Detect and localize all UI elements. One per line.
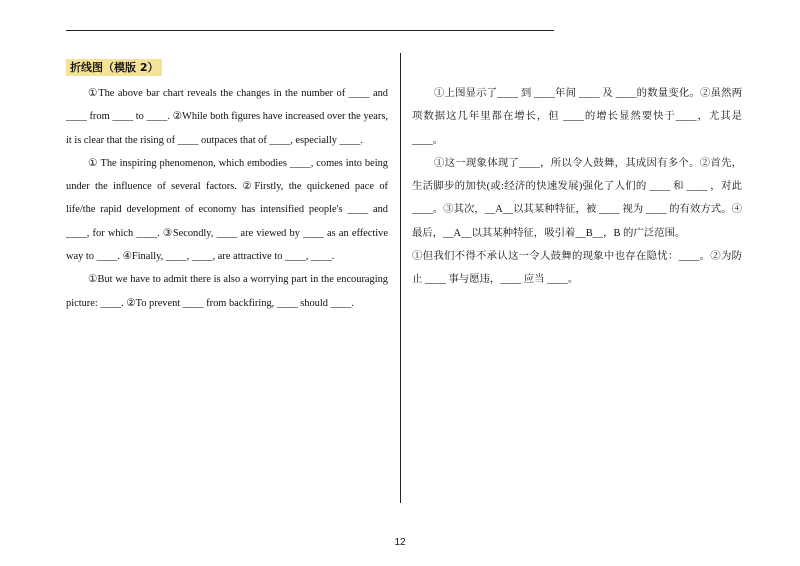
english-paragraph-2: ① The inspiring phenomenon, which embodies ____, comes into being under the influence of several factors. ②Firstly, the quickened pace of life/the rapid development of economy has intensified people's ____ and ____, for which ____. ③Secondly, ____ are viewed by ____ as an effective way to ____. ④Finally, ____, ____, are attractive to ____, ____. — [66, 157, 388, 263]
english-paragraph-3: ①But we have to admit there is also a worrying part in the encouraging picture: ____. ②To prevent ____ from backfiring, ____ should ____. — [66, 274, 388, 309]
chinese-paragraph-1: ①上图显示了____ 到 ____年间 ____ 及 ____的数量变化。②虽然两项数据这几年里都在增长，但 ____的增长显然要快于____，尤其是 ____。 — [412, 88, 742, 146]
column-divider — [400, 53, 401, 503]
top-rule — [66, 30, 554, 31]
chinese-paragraph-2: ①这一现象体现了____，所以令人鼓舞，其成因有多个。②首先，生活脚步的加快(或:经济的快速发展)强化了人们的 ____ 和 ____ ，对此 ____。③其次，__A__以其某种特征，被 ____ 视为 ____ 的有效方式。④最后，__A__以其某种特征，吸引着__B__，B 的广泛范围。 — [412, 157, 742, 239]
section-heading: 折线图（模版 2） — [66, 59, 162, 76]
chinese-paragraph-3: ①但我们不得不承认这一令人鼓舞的现象中也存在隐忧：____。②为防止 ____ 事与愿违，____ 应当 ____。 — [412, 251, 742, 286]
english-paragraph-1: ①The above bar chart reveals the changes in the number of ____ and ____ from ____ to ____. ②While both figures have increased over the years, it is clear that the rising of ____ outpaces that of ____, especially ____. — [66, 88, 388, 146]
page-number: 12 — [394, 537, 406, 548]
chinese-template-column — [412, 82, 742, 292]
english-template-column — [66, 82, 388, 315]
